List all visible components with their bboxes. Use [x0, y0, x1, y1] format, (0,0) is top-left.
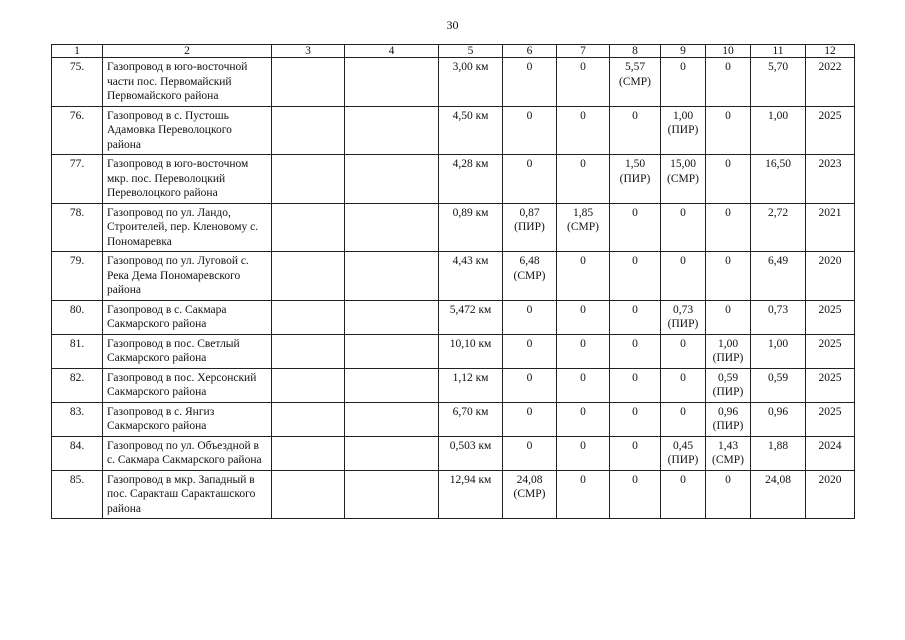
cell-col7: 0 — [557, 155, 610, 204]
cell-col6: 6,48 (СМР) — [503, 252, 557, 301]
total-cell: 2,72 — [751, 203, 806, 252]
total-cell: 16,50 — [751, 155, 806, 204]
cell-col9: 0 — [661, 470, 706, 519]
table-row — [52, 203, 855, 252]
row-number: 80. — [52, 300, 103, 334]
cell-col9: 0 — [661, 368, 706, 402]
cell-col7: 0 — [557, 470, 610, 519]
table-body — [52, 58, 855, 519]
cell-col3 — [272, 436, 345, 470]
cell-col3 — [272, 155, 345, 204]
cell-col4 — [345, 252, 439, 301]
total-cell: 24,08 — [751, 470, 806, 519]
cell-col8: 0 — [610, 334, 661, 368]
total-cell: 6,49 — [751, 252, 806, 301]
column-header: 12 — [806, 45, 855, 58]
cell-col7: 0 — [557, 300, 610, 334]
year-cell: 2025 — [806, 300, 855, 334]
cell-col8: 0 — [610, 300, 661, 334]
cell-col6: 0 — [503, 58, 557, 107]
table-row — [52, 334, 855, 368]
cell-col7: 0 — [557, 334, 610, 368]
table-row — [52, 155, 855, 204]
cell-col3 — [272, 402, 345, 436]
row-number: 83. — [52, 402, 103, 436]
column-header: 6 — [503, 45, 557, 58]
cell-col4 — [345, 203, 439, 252]
cell-col10: 0,96 (ПИР) — [706, 402, 751, 436]
object-name: Газопровод в пос. Светлый Сакмарского района — [103, 334, 272, 368]
total-cell: 1,00 — [751, 106, 806, 155]
cell-col8: 0 — [610, 252, 661, 301]
total-cell: 0,59 — [751, 368, 806, 402]
cell-col9: 0,73 (ПИР) — [661, 300, 706, 334]
cell-col4 — [345, 436, 439, 470]
row-number: 77. — [52, 155, 103, 204]
cell-col9: 0,45 (ПИР) — [661, 436, 706, 470]
length-cell: 1,12 км — [439, 368, 503, 402]
column-header: 1 — [52, 45, 103, 58]
row-number: 84. — [52, 436, 103, 470]
year-cell: 2020 — [806, 470, 855, 519]
cell-col3 — [272, 368, 345, 402]
column-header: 5 — [439, 45, 503, 58]
cell-col10: 0 — [706, 155, 751, 204]
table-row — [52, 436, 855, 470]
column-header: 4 — [345, 45, 439, 58]
cell-col9: 0 — [661, 334, 706, 368]
cell-col3 — [272, 58, 345, 107]
cell-col10: 1,43 (СМР) — [706, 436, 751, 470]
year-cell: 2020 — [806, 252, 855, 301]
cell-col7: 0 — [557, 106, 610, 155]
total-cell: 1,88 — [751, 436, 806, 470]
cell-col8: 0 — [610, 402, 661, 436]
cell-col8: 0 — [610, 106, 661, 155]
year-cell: 2022 — [806, 58, 855, 107]
cell-col9: 0 — [661, 203, 706, 252]
cell-col3 — [272, 252, 345, 301]
cell-col10: 0 — [706, 300, 751, 334]
row-number: 82. — [52, 368, 103, 402]
cell-col9: 0 — [661, 58, 706, 107]
cell-col4 — [345, 58, 439, 107]
cell-col7: 0 — [557, 368, 610, 402]
length-cell: 5,472 км — [439, 300, 503, 334]
row-number: 81. — [52, 334, 103, 368]
year-cell: 2025 — [806, 402, 855, 436]
header-row — [52, 45, 855, 58]
cell-col6: 0 — [503, 334, 557, 368]
object-name: Газопровод в пос. Херсонский Сакмарского района — [103, 368, 272, 402]
cell-col10: 0 — [706, 58, 751, 107]
cell-col8: 1,50 (ПИР) — [610, 155, 661, 204]
row-number: 78. — [52, 203, 103, 252]
length-cell: 12,94 км — [439, 470, 503, 519]
length-cell: 6,70 км — [439, 402, 503, 436]
row-number: 76. — [52, 106, 103, 155]
cell-col10: 1,00 (ПИР) — [706, 334, 751, 368]
column-header: 10 — [706, 45, 751, 58]
length-cell: 10,10 км — [439, 334, 503, 368]
cell-col8: 0 — [610, 368, 661, 402]
object-name: Газопровод по ул. Объездной в с. Сакмара Сакмарского района — [103, 436, 272, 470]
total-cell: 0,96 — [751, 402, 806, 436]
cell-col10: 0 — [706, 252, 751, 301]
cell-col9: 15,00 (СМР) — [661, 155, 706, 204]
object-name: Газопровод в юго-восточной части пос. Первомайский Первомайского района — [103, 58, 272, 107]
cell-col6: 24,08 (СМР) — [503, 470, 557, 519]
length-cell: 3,00 км — [439, 58, 503, 107]
column-header: 11 — [751, 45, 806, 58]
table-row — [52, 402, 855, 436]
year-cell: 2021 — [806, 203, 855, 252]
cell-col3 — [272, 334, 345, 368]
cell-col4 — [345, 470, 439, 519]
cell-col3 — [272, 470, 345, 519]
cell-col3 — [272, 300, 345, 334]
column-header: 2 — [103, 45, 272, 58]
cell-col8: 0 — [610, 470, 661, 519]
object-name: Газопровод в мкр. Западный в пос. Саракташ Саракташского района — [103, 470, 272, 519]
cell-col9: 1,00 (ПИР) — [661, 106, 706, 155]
object-name: Газопровод в юго-восточном мкр. пос. Переволоцкий Переволоцкого района — [103, 155, 272, 204]
gas-pipeline-table — [51, 44, 855, 519]
cell-col7: 1,85 (СМР) — [557, 203, 610, 252]
table-row — [52, 300, 855, 334]
table-row — [52, 470, 855, 519]
row-number: 75. — [52, 58, 103, 107]
row-number: 79. — [52, 252, 103, 301]
cell-col7: 0 — [557, 58, 610, 107]
column-header: 8 — [610, 45, 661, 58]
cell-col4 — [345, 300, 439, 334]
cell-col6: 0 — [503, 155, 557, 204]
table-row — [52, 252, 855, 301]
year-cell: 2025 — [806, 106, 855, 155]
table-row — [52, 368, 855, 402]
cell-col7: 0 — [557, 436, 610, 470]
total-cell: 1,00 — [751, 334, 806, 368]
cell-col10: 0 — [706, 106, 751, 155]
object-name: Газопровод по ул. Луговой с. Река Дема Пономаревского района — [103, 252, 272, 301]
cell-col6: 0 — [503, 300, 557, 334]
cell-col6: 0 — [503, 402, 557, 436]
column-header: 3 — [272, 45, 345, 58]
cell-col3 — [272, 203, 345, 252]
cell-col6: 0 — [503, 368, 557, 402]
cell-col6: 0 — [503, 106, 557, 155]
object-name: Газопровод в с. Сакмара Сакмарского района — [103, 300, 272, 334]
cell-col4 — [345, 155, 439, 204]
object-name: Газопровод по ул. Ландо, Строителей, пер. Кленовому с. Пономаревка — [103, 203, 272, 252]
table-row — [52, 58, 855, 107]
page-number: 30 — [446, 18, 459, 32]
cell-col4 — [345, 402, 439, 436]
year-cell: 2024 — [806, 436, 855, 470]
cell-col10: 0 — [706, 203, 751, 252]
row-number: 85. — [52, 470, 103, 519]
cell-col4 — [345, 334, 439, 368]
object-name: Газопровод в с. Пустошь Адамовка Переволоцкого района — [103, 106, 272, 155]
length-cell: 4,50 км — [439, 106, 503, 155]
cell-col8: 0 — [610, 436, 661, 470]
cell-col4 — [345, 368, 439, 402]
cell-col8: 5,57 (СМР) — [610, 58, 661, 107]
cell-col4 — [345, 106, 439, 155]
total-cell: 0,73 — [751, 300, 806, 334]
year-cell: 2025 — [806, 368, 855, 402]
object-name: Газопровод в с. Янгиз Сакмарского района — [103, 402, 272, 436]
cell-col7: 0 — [557, 402, 610, 436]
year-cell: 2025 — [806, 334, 855, 368]
table-row — [52, 106, 855, 155]
cell-col9: 0 — [661, 252, 706, 301]
length-cell: 4,43 км — [439, 252, 503, 301]
cell-col8: 0 — [610, 203, 661, 252]
year-cell: 2023 — [806, 155, 855, 204]
column-header: 9 — [661, 45, 706, 58]
column-header: 7 — [557, 45, 610, 58]
total-cell: 5,70 — [751, 58, 806, 107]
cell-col3 — [272, 106, 345, 155]
cell-col10: 0,59 (ПИР) — [706, 368, 751, 402]
length-cell: 0,89 км — [439, 203, 503, 252]
length-cell: 0,503 км — [439, 436, 503, 470]
cell-col7: 0 — [557, 252, 610, 301]
cell-col6: 0 — [503, 436, 557, 470]
cell-col6: 0,87 (ПИР) — [503, 203, 557, 252]
cell-col10: 0 — [706, 470, 751, 519]
cell-col9: 0 — [661, 402, 706, 436]
length-cell: 4,28 км — [439, 155, 503, 204]
